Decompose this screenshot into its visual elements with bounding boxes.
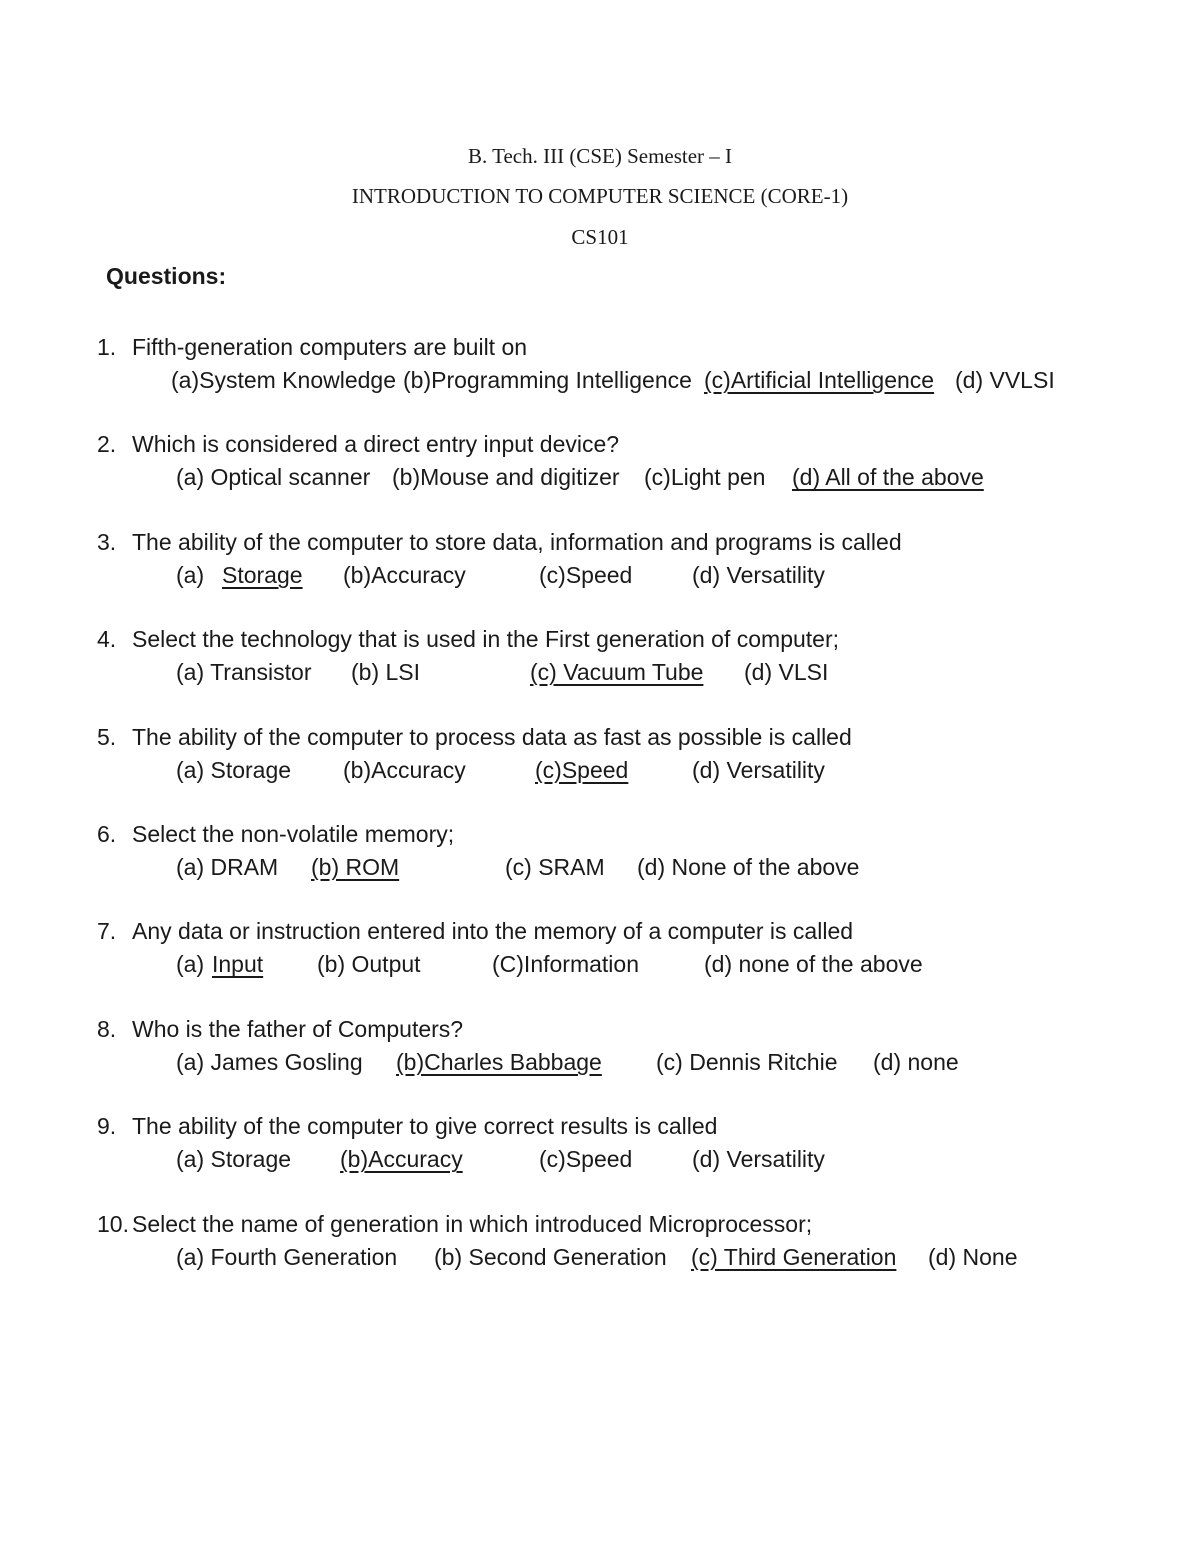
question-number: 2. (97, 431, 117, 458)
option-row (97, 1046, 1097, 1079)
question-number: 4. (97, 626, 117, 653)
question-text: Select the name of generation in which introduced Microprocessor; (132, 1210, 813, 1237)
option: (a) Optical scanner (176, 464, 371, 491)
option: (b)Programming Intelligence (403, 367, 692, 393)
question-4 (97, 623, 1097, 689)
option: (a) James Gosling (176, 1048, 363, 1075)
question-text: Who is the father of Computers? (132, 1015, 464, 1042)
question-number: 9. (97, 1113, 117, 1140)
option: (a) Fourth Generation (176, 1243, 398, 1270)
question-text: Which is considered a direct entry input device? (132, 431, 620, 458)
option-row (97, 1143, 1097, 1176)
question-number: 1. (97, 334, 117, 360)
option-row (97, 364, 1097, 397)
option: (b)Mouse and digitizer (392, 464, 620, 491)
option: (d) None of the above (637, 854, 860, 880)
option: (b) Output (317, 951, 421, 978)
option-row (97, 948, 1097, 981)
option: (a) (176, 951, 205, 978)
question-10 (97, 1208, 1097, 1274)
option-row (97, 851, 1097, 884)
question-stem (97, 1110, 1097, 1143)
question-text: The ability of the computer to give correct results is called (132, 1113, 718, 1140)
option: (a)System Knowledge (171, 367, 396, 393)
option: (c)Light pen (644, 464, 766, 491)
option: (b)Accuracy (343, 756, 466, 783)
option: (d) VLSI (744, 659, 829, 686)
option: (a) Transistor (176, 659, 312, 686)
question-number: 8. (97, 1015, 117, 1042)
question-number: 7. (97, 918, 117, 945)
correct-option: Input (212, 951, 264, 978)
course-code: CS101 (571, 225, 629, 249)
correct-option: (b) ROM (311, 854, 400, 880)
option-row (97, 461, 1097, 494)
question-5 (97, 721, 1097, 787)
option: (d) none of the above (704, 951, 923, 978)
option: (C)Information (492, 951, 639, 978)
question-text: Any data or instruction entered into the memory of a computer is called (132, 918, 854, 945)
question-stem (97, 915, 1097, 948)
option: (c)Speed (539, 561, 633, 588)
question-text: Select the technology that is used in the First generation of computer; (132, 626, 840, 653)
question-text: The ability of the computer to process data as fast as possible is called (132, 723, 852, 750)
questions-heading: Questions: (106, 263, 227, 289)
course-title: INTRODUCTION TO COMPUTER SCIENCE (CORE-1) (351, 184, 849, 208)
question-number: 10. (97, 1210, 129, 1237)
option: (c)Speed (539, 1146, 633, 1173)
question-stem (97, 1208, 1097, 1241)
option: (c) SRAM (505, 854, 605, 880)
question-text: Select the non-volatile memory; (132, 821, 455, 847)
correct-option: Storage (222, 561, 303, 588)
correct-option: (b)Charles Babbage (396, 1048, 602, 1075)
option: (a) Storage (176, 1146, 292, 1173)
question-number: 5. (97, 723, 117, 750)
option: (d) none (873, 1048, 959, 1075)
option: (b) LSI (351, 659, 421, 686)
option: (b)Accuracy (343, 561, 466, 588)
question-text: Fifth-generation computers are built on (132, 334, 528, 360)
option: (d) Versatility (692, 1146, 825, 1173)
option: (d) Versatility (692, 756, 825, 783)
option: (d) VVLSI (955, 367, 1055, 393)
correct-option: (c)Speed (535, 756, 629, 783)
question-3 (97, 526, 1097, 592)
question-stem (97, 1013, 1097, 1046)
question-stem (97, 526, 1097, 559)
option: (d) None (928, 1243, 1018, 1270)
option: (b) Second Generation (434, 1243, 667, 1270)
option: (c) Dennis Ritchie (656, 1048, 838, 1075)
question-number: 6. (97, 821, 117, 847)
correct-option: (c) Third Generation (691, 1243, 897, 1270)
question-text: The ability of the computer to store data, information and programs is called (132, 528, 902, 555)
option: (d) Versatility (692, 561, 825, 588)
question-stem (97, 428, 1097, 461)
question-stem (97, 818, 1097, 851)
option: (a) (176, 561, 205, 588)
question-6 (97, 818, 1097, 884)
course-semester: B. Tech. III (CSE) Semester – I (467, 144, 733, 168)
question-number: 3. (97, 528, 117, 555)
option-row (97, 656, 1097, 689)
correct-option: (d) All of the above (792, 464, 984, 491)
question-stem (97, 623, 1097, 656)
question-1 (97, 331, 1097, 397)
question-stem (97, 331, 1097, 364)
question-9 (97, 1110, 1097, 1176)
option-row (97, 559, 1097, 592)
question-8 (97, 1013, 1097, 1079)
correct-option: (c) Vacuum Tube (530, 659, 704, 686)
question-7 (97, 915, 1097, 981)
option-row (97, 754, 1097, 787)
correct-option: (c)Artificial Intelligence (704, 367, 935, 393)
option: (a) Storage (176, 756, 292, 783)
question-2 (97, 428, 1097, 494)
correct-option: (b)Accuracy (340, 1146, 463, 1173)
option-row (97, 1241, 1097, 1274)
option: (a) DRAM (176, 854, 279, 880)
question-stem (97, 721, 1097, 754)
